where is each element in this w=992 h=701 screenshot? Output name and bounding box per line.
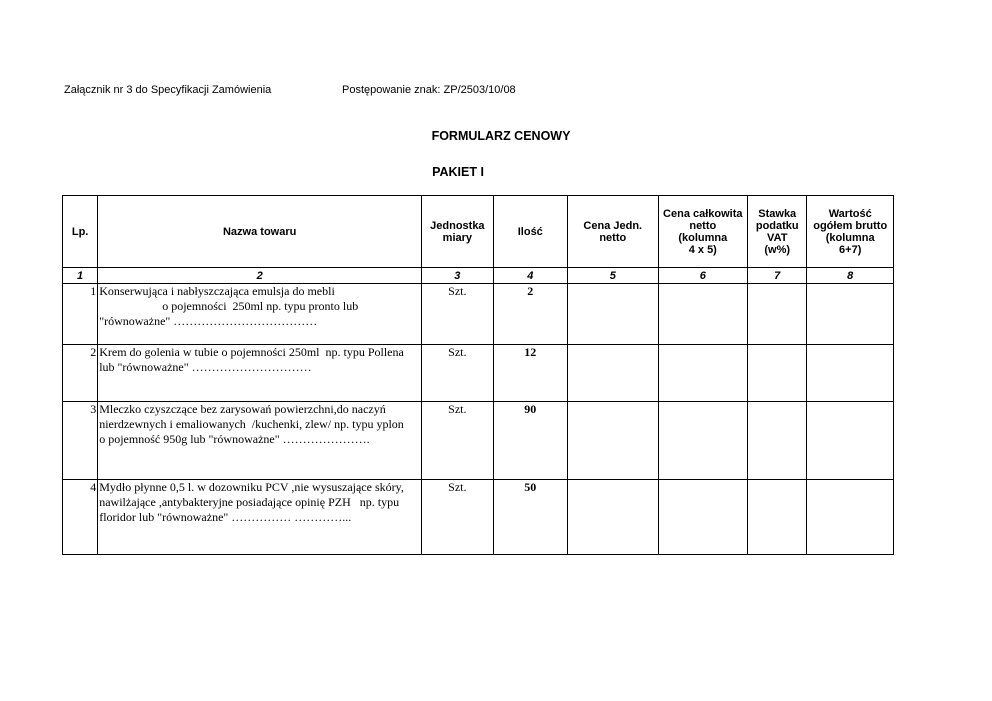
price-table	[62, 195, 894, 555]
table-header-row	[63, 196, 894, 268]
item-quantity: 2	[493, 284, 567, 345]
item-quantity: 90	[493, 402, 567, 480]
column-number: 8	[807, 268, 894, 284]
table-row	[63, 480, 894, 555]
vat-rate-cell[interactable]	[748, 284, 807, 345]
table-row	[63, 345, 894, 402]
total-net-cell[interactable]	[658, 345, 748, 402]
column-number-row	[63, 268, 894, 284]
column-header-quantity: Ilość	[493, 196, 567, 268]
total-net-cell[interactable]	[658, 284, 748, 345]
item-name: Mydło płynne 0,5 l. w dozowniku PCV ,nie wysuszające skóry, nawilżające ,antybakteryjne posiadające opinię PZH np. typu floridor lub "równoważne" …………… …………...	[98, 480, 422, 555]
item-name: Mleczko czyszczące bez zarysowań powierzchni,do naczyń nierdzewnych i emaliowanych /kuchenki, zlew/ np. typu yplon o pojemność 950g lub "równoważne" ………………….	[98, 402, 422, 480]
item-quantity: 50	[493, 480, 567, 555]
attachment-label: Załącznik nr 3 do Specyfikacji Zamówienia	[64, 84, 272, 96]
item-unit: Szt.	[422, 402, 493, 480]
package-title: PAKIET I	[432, 165, 484, 179]
gross-value-cell[interactable]	[807, 402, 894, 480]
column-number: 1	[63, 268, 98, 284]
table-row	[63, 402, 894, 480]
item-unit: Szt.	[422, 284, 493, 345]
table-row	[63, 284, 894, 345]
total-net-cell[interactable]	[658, 480, 748, 555]
column-header-unit-price: Cena Jedn. netto	[568, 196, 659, 268]
vat-rate-cell[interactable]	[748, 345, 807, 402]
row-number: 4	[63, 480, 98, 555]
form-title: FORMULARZ CENOWY	[431, 129, 571, 143]
unit-price-cell[interactable]	[568, 284, 659, 345]
gross-value-cell[interactable]	[807, 345, 894, 402]
unit-price-cell[interactable]	[568, 480, 659, 555]
item-quantity: 12	[493, 345, 567, 402]
column-number: 4	[493, 268, 567, 284]
gross-value-cell[interactable]	[807, 480, 894, 555]
total-net-cell[interactable]	[658, 402, 748, 480]
gross-value-cell[interactable]	[807, 284, 894, 345]
row-number: 3	[63, 402, 98, 480]
column-header-item-name: Nazwa towaru	[98, 196, 422, 268]
column-header-total-net: Cena całkowita netto (kolumna 4 x 5)	[658, 196, 748, 268]
column-header-vat-rate: Stawka podatku VAT (w%)	[748, 196, 807, 268]
column-number: 2	[98, 268, 422, 284]
item-name: Konserwująca i nabłyszczająca emulsja do mebli o pojemności 250ml np. typu pronto lub "równoważne" ………………………………	[98, 284, 422, 345]
unit-price-cell[interactable]	[568, 345, 659, 402]
vat-rate-cell[interactable]	[748, 402, 807, 480]
column-header-gross-value: Wartość ogółem brutto (kolumna 6+7)	[807, 196, 894, 268]
column-number: 7	[748, 268, 807, 284]
column-number: 6	[658, 268, 748, 284]
column-header-unit: Jednostka miary	[422, 196, 493, 268]
column-header-lp: Lp.	[63, 196, 98, 268]
column-number: 3	[422, 268, 493, 284]
procedure-reference: Postępowanie znak: ZP/2503/10/08	[342, 84, 516, 96]
column-number: 5	[568, 268, 659, 284]
unit-price-cell[interactable]	[568, 402, 659, 480]
row-number: 1	[63, 284, 98, 345]
item-name: Krem do golenia w tubie o pojemności 250ml np. typu Pollena lub "równoważne" …………………………	[98, 345, 422, 402]
item-unit: Szt.	[422, 480, 493, 555]
vat-rate-cell[interactable]	[748, 480, 807, 555]
row-number: 2	[63, 345, 98, 402]
item-unit: Szt.	[422, 345, 493, 402]
